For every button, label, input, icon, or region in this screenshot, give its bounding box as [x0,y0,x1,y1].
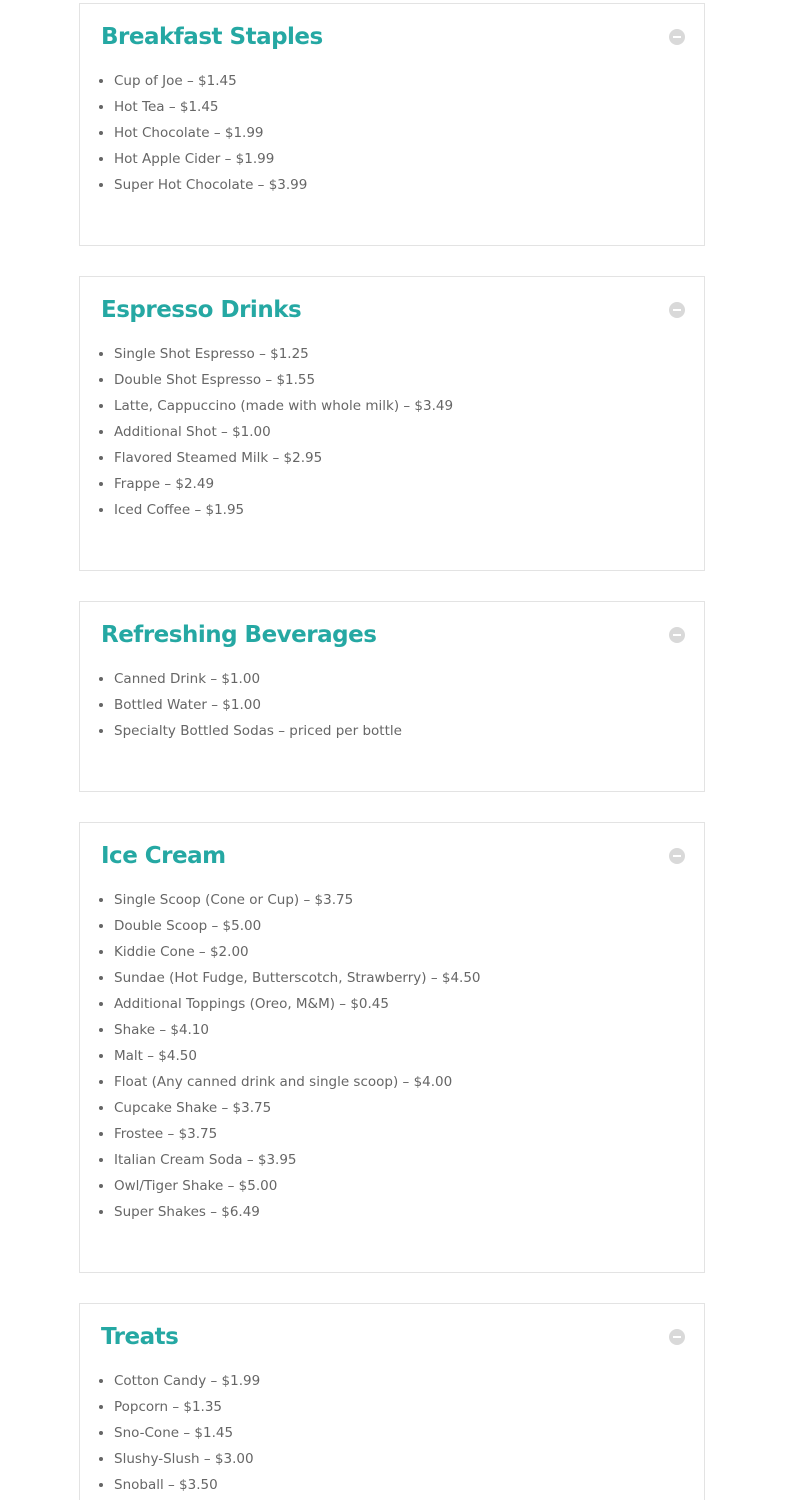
minus-circle-icon[interactable] [669,1329,685,1345]
minus-circle-icon[interactable] [669,29,685,45]
menu-list [80,887,704,1225]
list-item: • Double Shot Espresso – $1.55 [114,367,704,393]
list-item: • Canned Drink – $1.00 [114,666,704,692]
list-item: • Flavored Steamed Milk – $2.95 [114,445,704,471]
minus-circle-icon[interactable] [669,848,685,864]
list-item: • Hot Tea – $1.45 [114,94,704,120]
accordion-ice-cream [79,822,705,1273]
list-item: • Cupcake Shake – $3.75 [114,1095,704,1121]
list-item: • Hot Chocolate – $1.99 [114,120,704,146]
list-item: • Additional Shot – $1.00 [114,419,704,445]
list-item: • Additional Toppings (Oreo, M&M) – $0.45 [114,991,704,1017]
list-item: • Bottled Water – $1.00 [114,692,704,718]
list-item: • Super Hot Chocolate – $3.99 [114,172,704,198]
list-item: • Super Shakes – $6.49 [114,1199,704,1225]
menu-list [80,666,704,744]
list-item: • Frappe – $2.49 [114,471,704,497]
section-title: Ice Cream [101,843,226,869]
accordion-header[interactable] [101,841,685,871]
list-item: • Sno-Cone – $1.45 [114,1420,704,1446]
list-item: • Popcorn – $1.35 [114,1394,704,1420]
accordion-header[interactable] [101,620,685,650]
accordion-breakfast-staples [79,3,705,246]
list-item: • Latte, Cappuccino (made with whole milk) – $3.49 [114,393,704,419]
menu-list [80,1368,704,1498]
list-item: • Float (Any canned drink and single scoop) – $4.00 [114,1069,704,1095]
list-item: • Specialty Bottled Sodas – priced per bottle [114,718,704,744]
list-item: • Shake – $4.10 [114,1017,704,1043]
list-item: • Owl/Tiger Shake – $5.00 [114,1173,704,1199]
section-title: Treats [101,1324,179,1350]
list-item: • Slushy-Slush – $3.00 [114,1446,704,1472]
list-item: • Italian Cream Soda – $3.95 [114,1147,704,1173]
section-title: Breakfast Staples [101,24,323,50]
list-item: • Cup of Joe – $1.45 [114,68,704,94]
list-item: • Sundae (Hot Fudge, Butterscotch, Strawberry) – $4.50 [114,965,704,991]
list-item: • Iced Coffee – $1.95 [114,497,704,523]
accordion-header[interactable] [101,295,685,325]
list-item: • Hot Apple Cider – $1.99 [114,146,704,172]
accordion-refreshing-beverages [79,601,705,792]
menu-list [80,341,704,523]
accordion-espresso-drinks [79,276,705,571]
section-title: Refreshing Beverages [101,622,377,648]
minus-circle-icon[interactable] [669,627,685,643]
accordion-header[interactable] [101,1322,685,1352]
accordion-header[interactable] [101,22,685,52]
list-item: • Snoball – $3.50 [114,1472,704,1498]
list-item: • Single Scoop (Cone or Cup) – $3.75 [114,887,704,913]
list-item: • Frostee – $3.75 [114,1121,704,1147]
list-item: • Cotton Candy – $1.99 [114,1368,704,1394]
accordion-treats [79,1303,705,1500]
list-item: • Single Shot Espresso – $1.25 [114,341,704,367]
list-item: • Kiddie Cone – $2.00 [114,939,704,965]
menu-list [80,68,704,198]
list-item: • Malt – $4.50 [114,1043,704,1069]
list-item: • Double Scoop – $5.00 [114,913,704,939]
section-title: Espresso Drinks [101,297,302,323]
minus-circle-icon[interactable] [669,302,685,318]
